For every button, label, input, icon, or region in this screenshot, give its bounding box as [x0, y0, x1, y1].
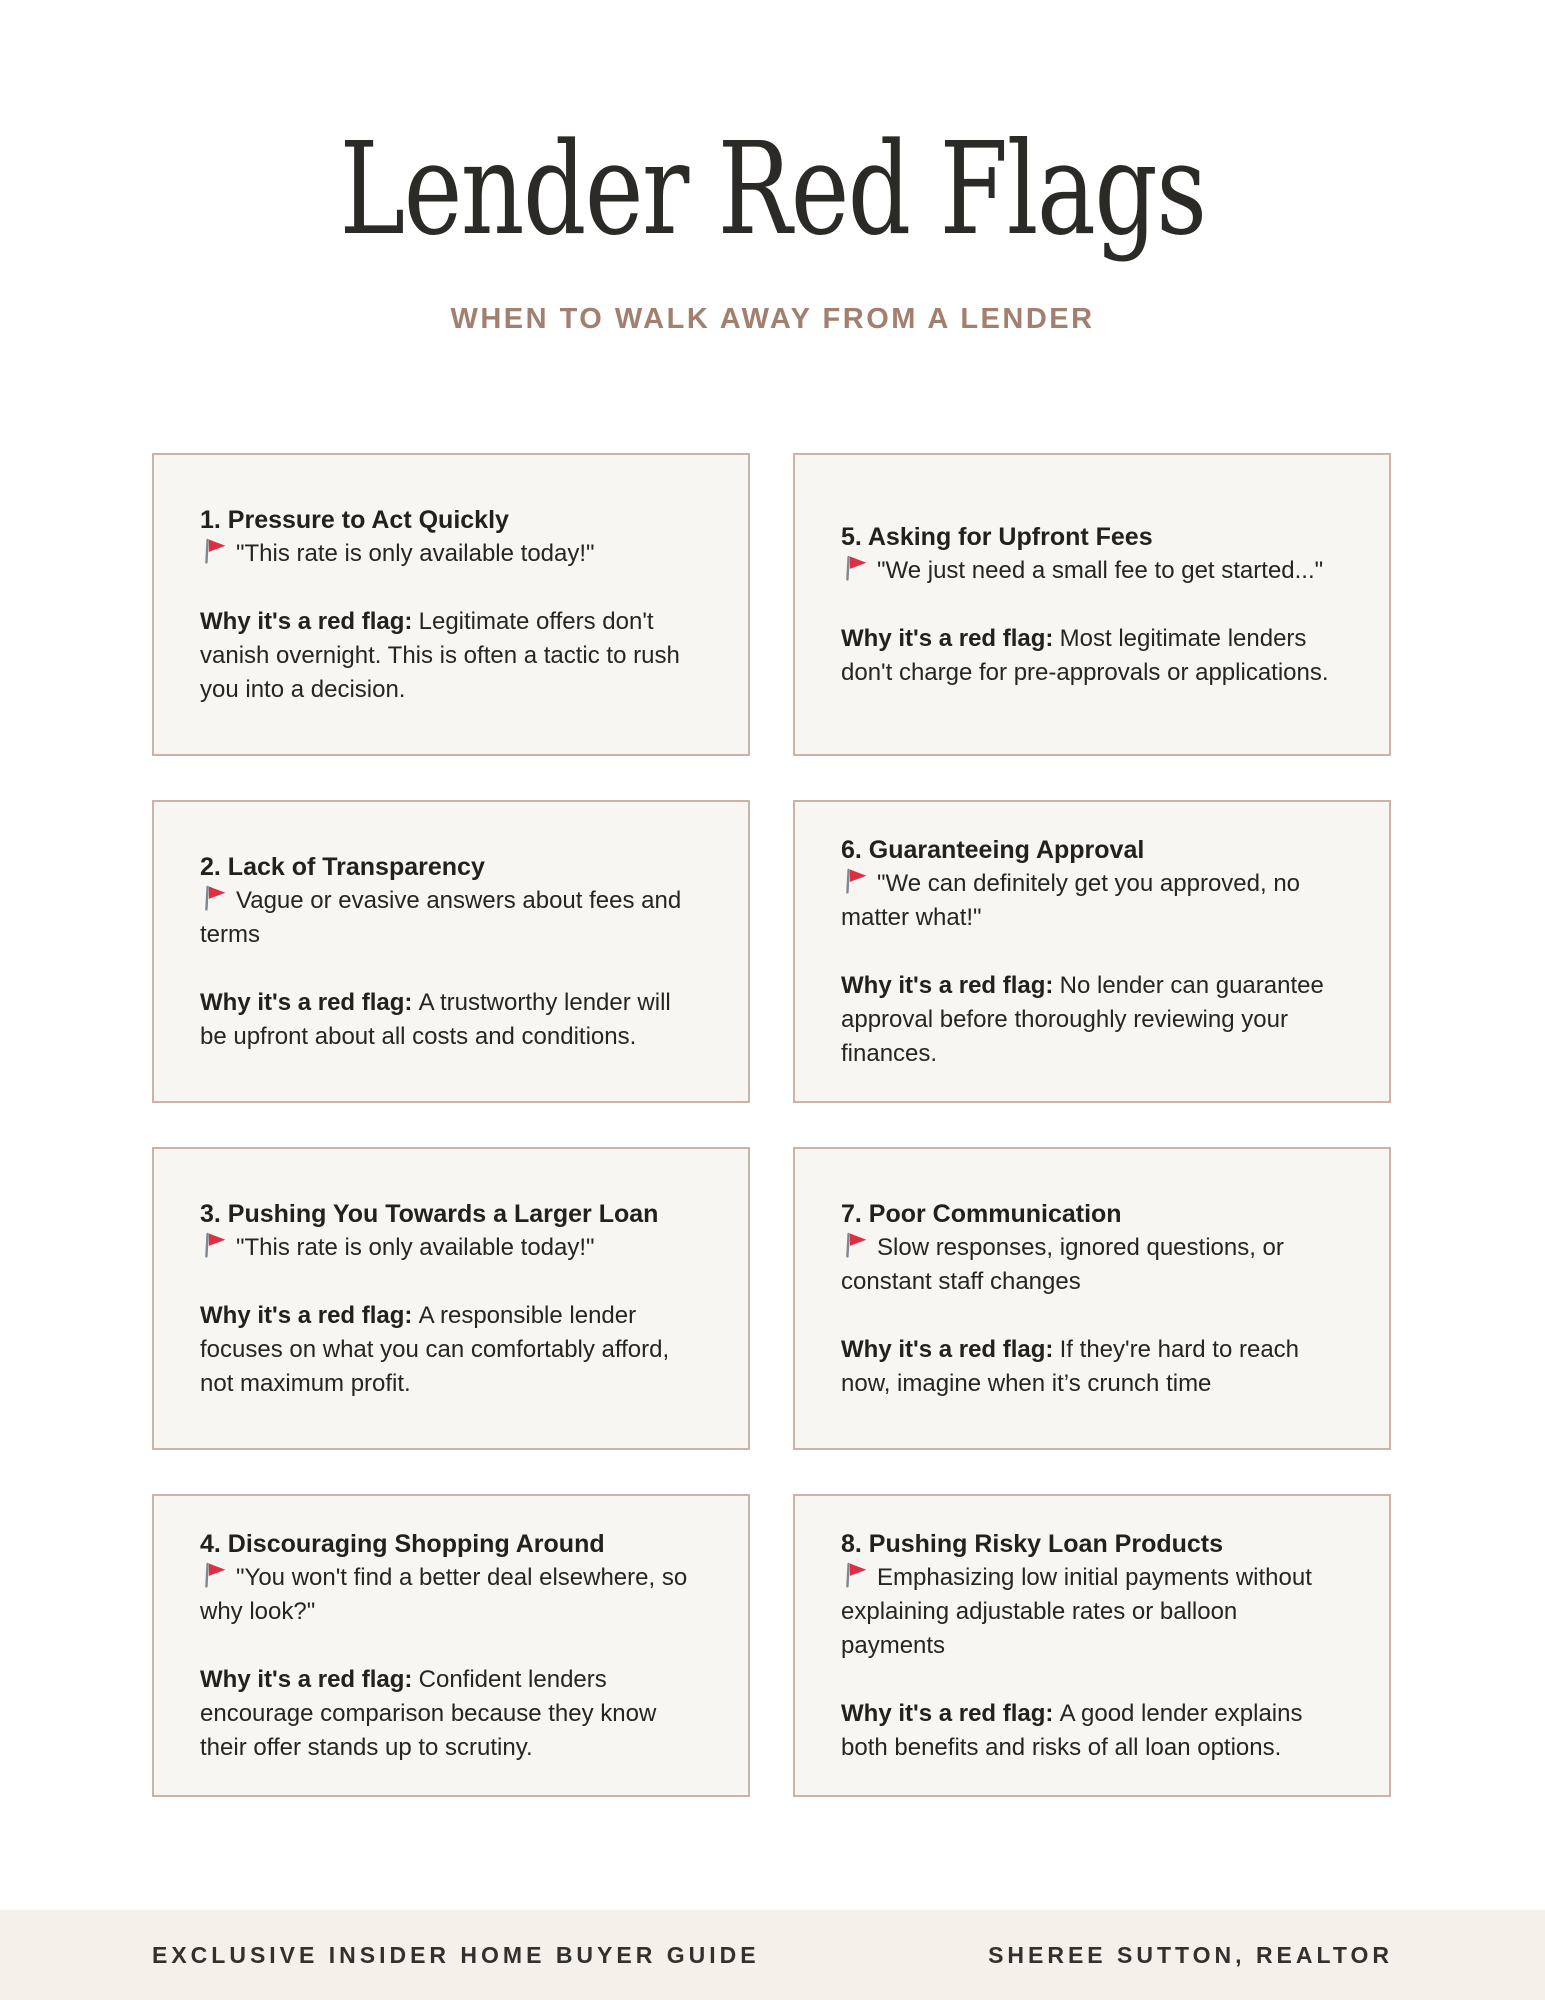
- why-label: Why it's a red flag:: [200, 1301, 413, 1329]
- why-line: [841, 969, 1343, 1071]
- flag-line: [200, 1231, 702, 1265]
- flag-line: [200, 537, 702, 571]
- footer-bar: [0, 1910, 1545, 2000]
- why-label: Why it's a red flag:: [200, 607, 413, 635]
- flag-line: [841, 867, 1343, 935]
- why-label: Why it's a red flag:: [841, 1335, 1054, 1363]
- flag-text: "We can definitely get you approved, no matter what!": [841, 869, 1301, 931]
- why-line: [200, 1663, 702, 1765]
- card-title: 2. Lack of Transparency: [200, 852, 485, 881]
- red-flag-icon: [200, 1561, 229, 1591]
- card-title: 3. Pushing You Towards a Larger Loan: [200, 1199, 659, 1228]
- why-text: No lender can guarantee approval before thoroughly reviewing your finances.: [841, 971, 1324, 1067]
- why-text: If they're hard to reach now, imagine when it’s crunch time: [841, 1335, 1300, 1397]
- why-label: Why it's a red flag:: [200, 1665, 413, 1693]
- card-discouraging-shopping-around: [152, 1494, 750, 1797]
- red-flag-cards-grid: [152, 453, 1391, 1797]
- card-poor-communication: [793, 1147, 1391, 1450]
- card-title: 7. Poor Communication: [841, 1199, 1122, 1228]
- flag-text: "We just need a small fee to get started...": [877, 556, 1324, 584]
- red-flag-icon: [200, 884, 229, 914]
- why-text: Most legitimate lenders don't charge for pre-approvals or applications.: [841, 624, 1329, 686]
- flag-text: "This rate is only available today!": [236, 1233, 595, 1261]
- why-text: A trustworthy lender will be upfront about all costs and conditions.: [200, 988, 671, 1050]
- why-line: [200, 605, 702, 707]
- page-title: Lender Red Flags: [339, 115, 1206, 263]
- flag-line: [841, 1231, 1343, 1299]
- red-flag-icon: [841, 867, 870, 897]
- why-label: Why it's a red flag:: [200, 988, 413, 1016]
- flag-text: Slow responses, ignored questions, or constant staff changes: [841, 1233, 1284, 1295]
- why-line: [200, 1299, 702, 1401]
- why-text: Legitimate offers don't vanish overnight. This is often a tactic to rush you into a decision.: [200, 607, 680, 703]
- flag-line: [200, 1561, 702, 1629]
- red-flag-icon: [200, 537, 229, 567]
- red-flag-icon: [841, 1561, 870, 1591]
- why-text: A good lender explains both benefits and risks of all loan options.: [841, 1699, 1303, 1761]
- card-guaranteeing-approval: [793, 800, 1391, 1103]
- flag-text: "You won't find a better deal elsewhere, so why look?": [200, 1563, 688, 1625]
- card-pressure-to-act-quickly: [152, 453, 750, 756]
- card-title: 8. Pushing Risky Loan Products: [841, 1529, 1224, 1558]
- red-flag-icon: [841, 554, 870, 584]
- flag-line: [841, 554, 1343, 588]
- card-pushing-risky-loan-products: [793, 1494, 1391, 1797]
- flag-text: "This rate is only available today!": [236, 539, 595, 567]
- why-line: [841, 1333, 1343, 1401]
- card-title: 5. Asking for Upfront Fees: [841, 522, 1153, 551]
- card-title: 6. Guaranteeing Approval: [841, 835, 1145, 864]
- why-label: Why it's a red flag:: [841, 1699, 1054, 1727]
- card-asking-upfront-fees: [793, 453, 1391, 756]
- red-flag-icon: [200, 1231, 229, 1261]
- why-line: [841, 622, 1343, 690]
- card-pushing-larger-loan: [152, 1147, 750, 1450]
- why-label: Why it's a red flag:: [841, 624, 1054, 652]
- why-line: [200, 986, 702, 1054]
- flag-line: [841, 1561, 1343, 1663]
- card-title: 1. Pressure to Act Quickly: [200, 505, 509, 534]
- why-text: A responsible lender focuses on what you can comfortably afford, not maximum profit.: [200, 1301, 670, 1397]
- flag-text: Emphasizing low initial payments without explaining adjustable rates or balloon payments: [841, 1563, 1312, 1659]
- why-label: Why it's a red flag:: [841, 971, 1054, 999]
- card-title: 4. Discouraging Shopping Around: [200, 1529, 605, 1558]
- why-text: Confident lenders encourage comparison because they know their offer stands up to scrutiny.: [200, 1665, 657, 1761]
- flag-text: Vague or evasive answers about fees and terms: [200, 886, 682, 948]
- red-flag-icon: [841, 1231, 870, 1261]
- card-lack-of-transparency: [152, 800, 750, 1103]
- footer-realtor-name: SHEREE SUTTON, REALTOR: [988, 1941, 1393, 1968]
- page-subtitle: WHEN TO WALK AWAY FROM A LENDER: [450, 303, 1095, 335]
- why-line: [841, 1697, 1343, 1765]
- footer-guide-title: EXCLUSIVE INSIDER HOME BUYER GUIDE: [152, 1941, 760, 1968]
- flag-line: [200, 884, 702, 952]
